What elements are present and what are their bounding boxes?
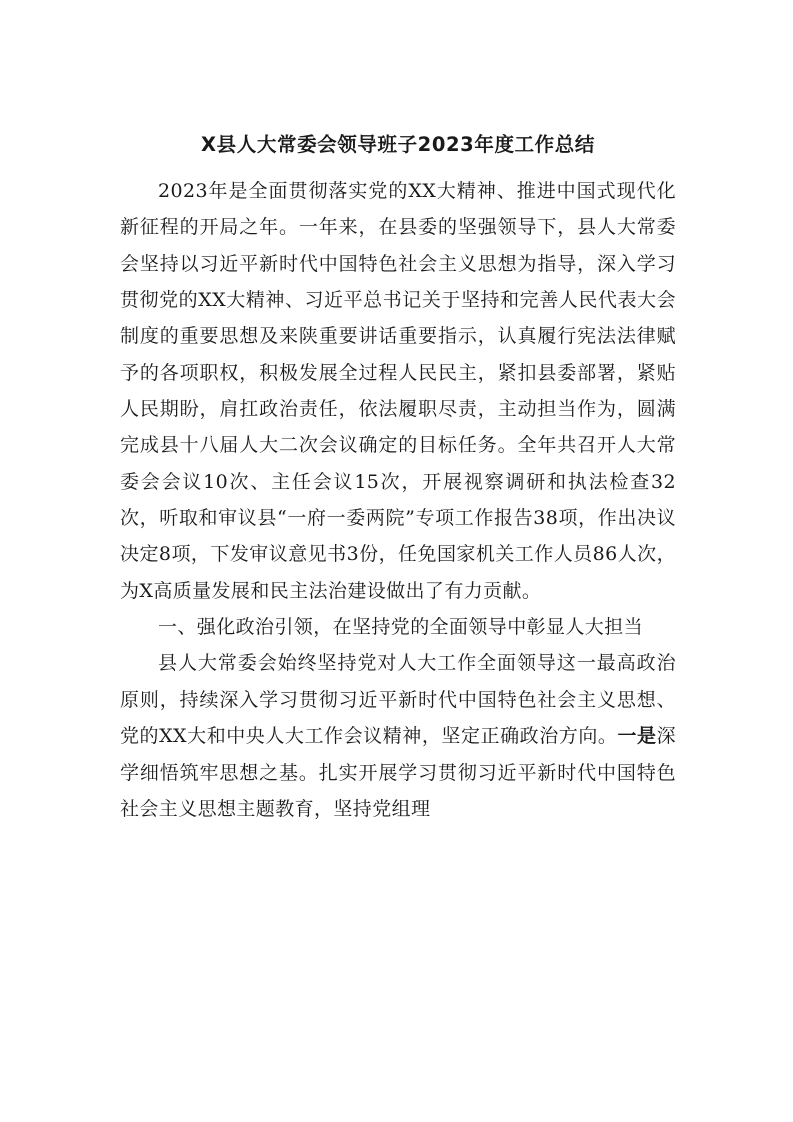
paragraph-tail-text: 深学细悟筑牢思想之基。扎实开展学习贯彻习近平新时代中国特色社会主义思想主题教育，坚持党组理 [120, 725, 676, 820]
document-body [120, 126, 676, 827]
paragraph-intro: 2023年是全面贯彻落实党的XX大精神、推进中国式现代化新征程的开局之年。一年来，在县委的坚强领导下，县人大常委会坚持以习近平新时代中国特色社会主义思想为指导，深入学习贯彻党的XX大精神、习近平总书记关于坚持和完善人民代表大会制度的重要思想及来陕重要讲话重要指示，认真履行宪法法律赋予的各项职权，积极发展全过程人民民主，紧扣县委部署，紧贴人民期盼，肩扛政治责任，依法履职尽责，主动担当作为，圆满完成县十八届人大二次会议确定的目标任务。全年共召开人大常委会会议10次、主任会议15次，开展视察调研和执法检查32次，听取和审议县“一府一委两院”专项工作报告38项，作出决议决定8项，下发审议意见书3份，任免国家机关工作人员86人次，为X高质量发展和民主法治建设做出了有力贡献。 [120, 180, 676, 602]
section-heading-1: 一、强化政治引领，在坚持党的全面领导中彰显人大担当 [158, 616, 644, 639]
emphasis-text: 一是 [617, 725, 657, 748]
paragraph-section-1 [120, 645, 676, 827]
document-title: X县人大常委会领导班子2023年度工作总结 [201, 133, 595, 156]
paragraph-lead-text: 县人大常委会始终坚持党对人大工作全面领导这一最高政治原则，持续深入学习贯彻习近平新时代中国特色社会主义思想、党的XX大和中央人大工作会议精神，坚定正确政治方向。 [120, 652, 676, 748]
